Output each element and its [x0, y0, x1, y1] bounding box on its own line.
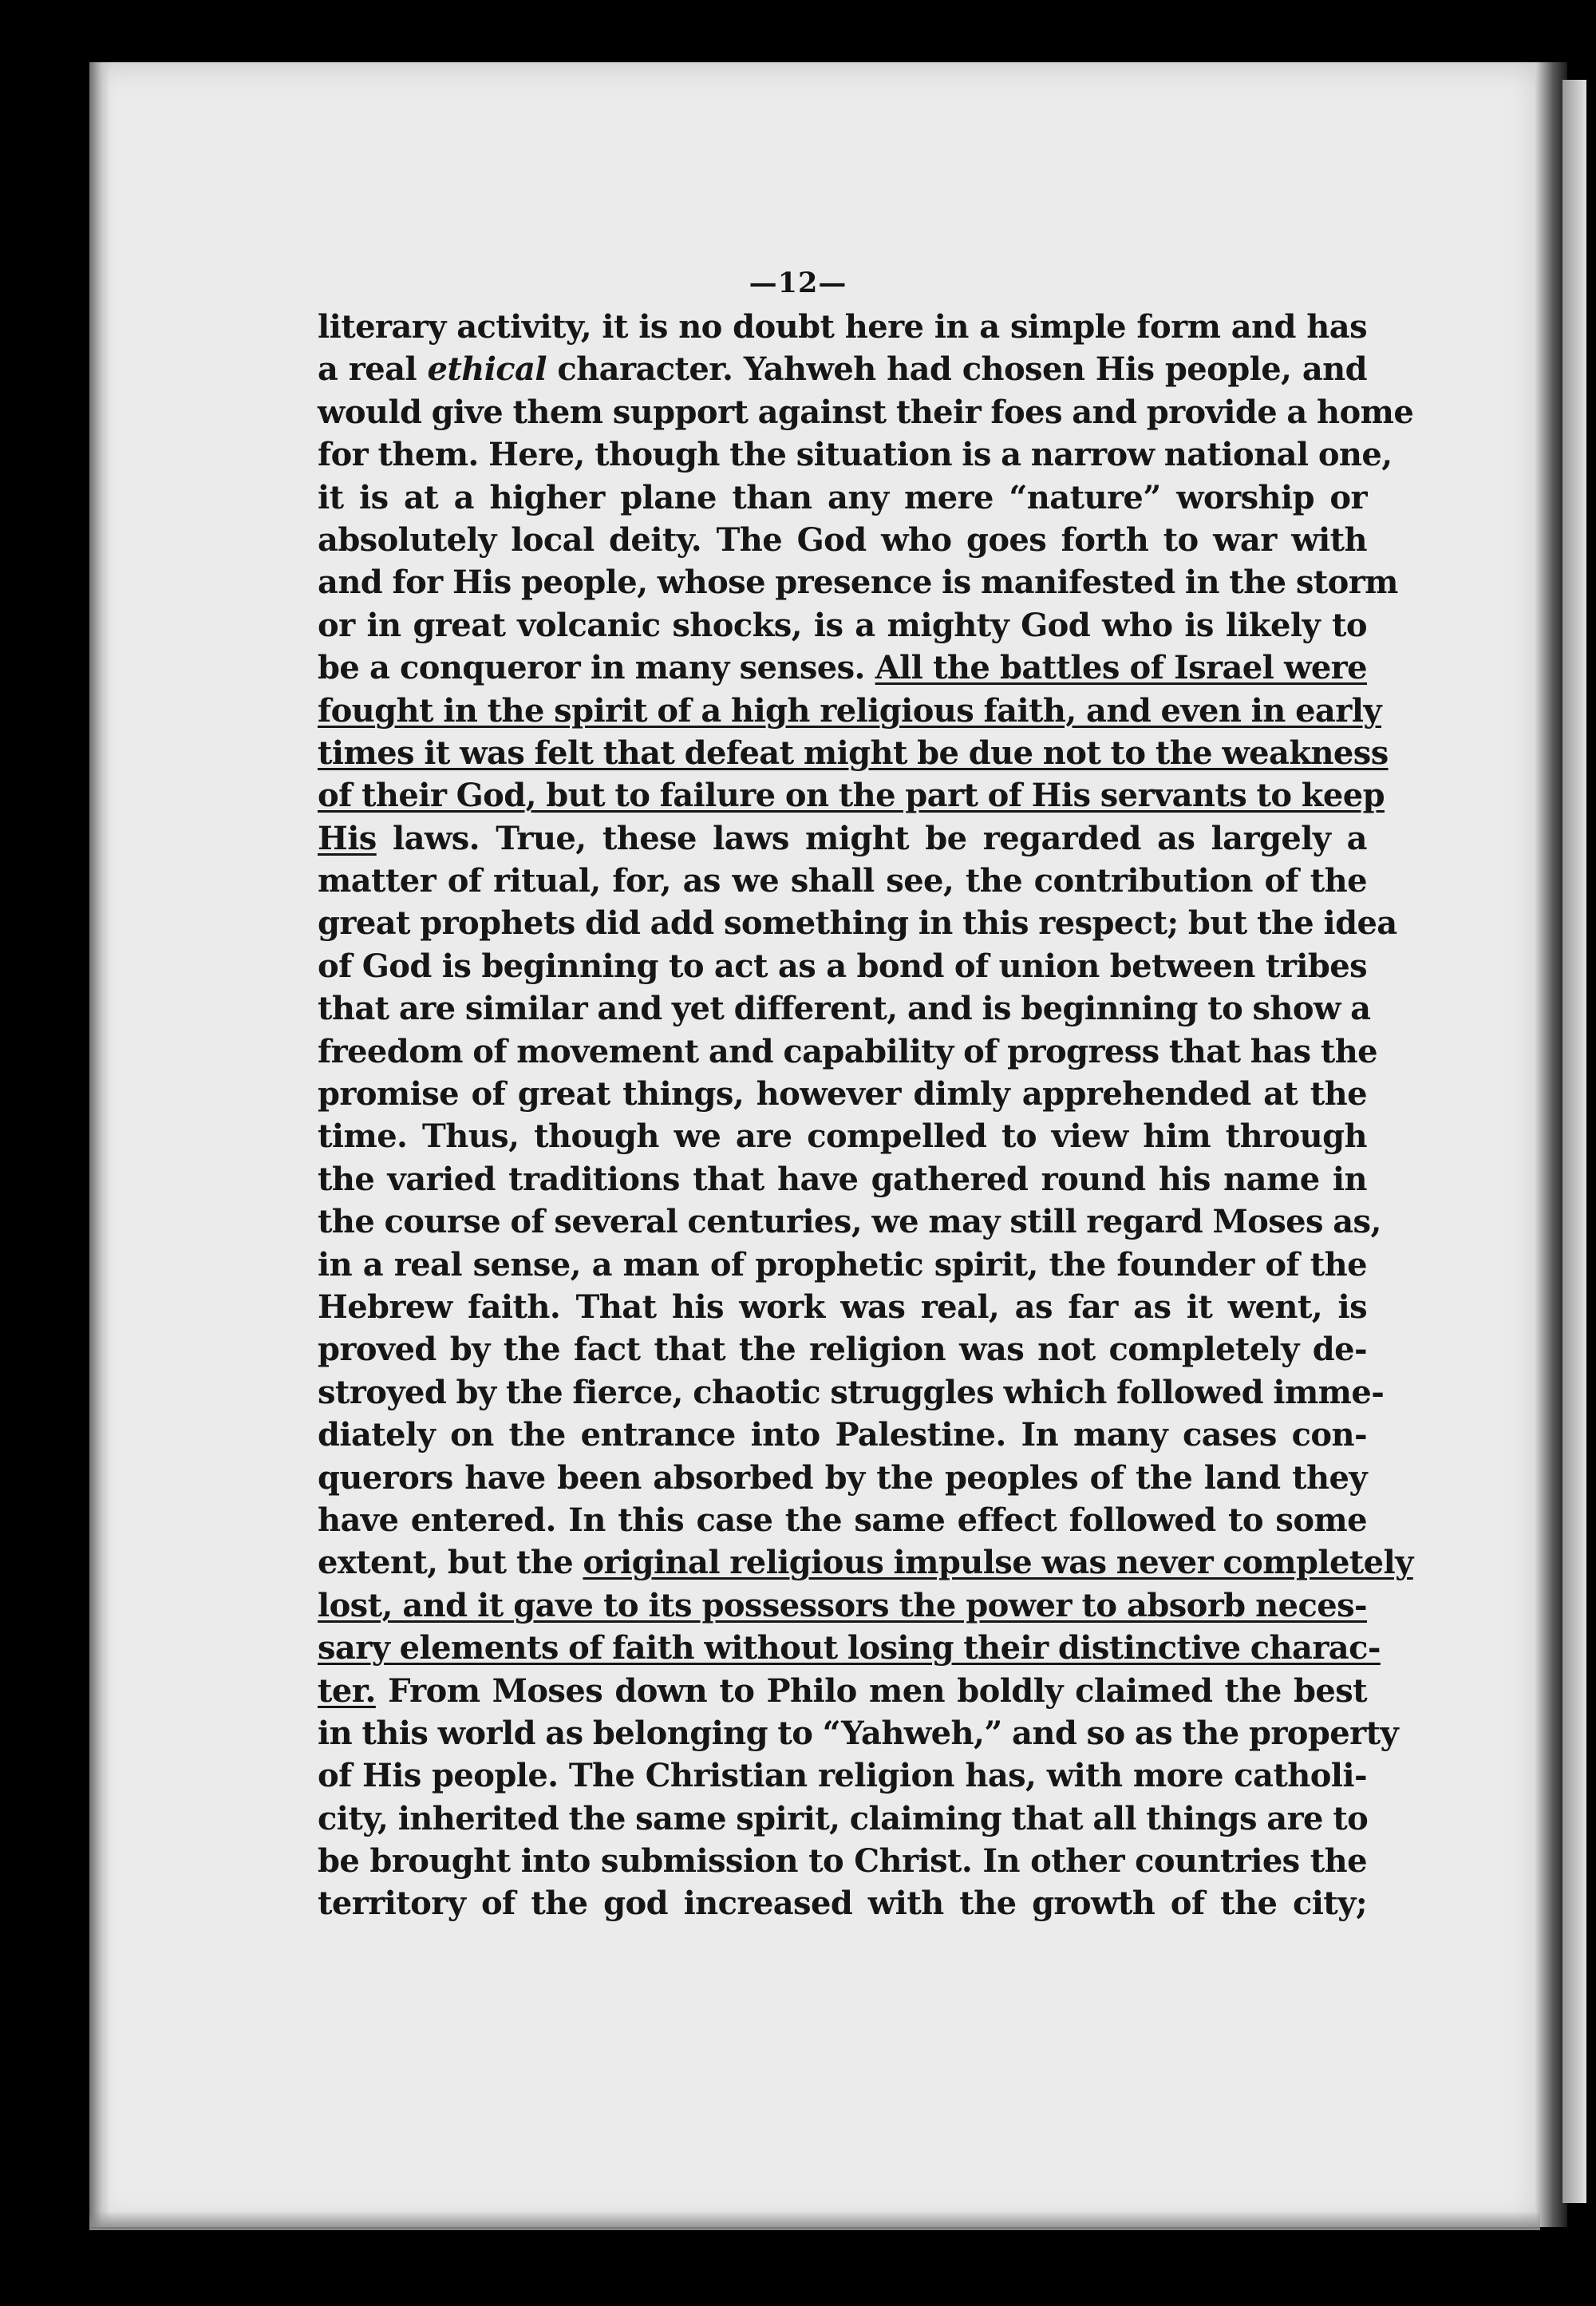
- page-number: —12—: [749, 267, 847, 299]
- text-line: [318, 1754, 1367, 1797]
- text-line: [318, 1371, 1385, 1414]
- text-line: [318, 1414, 1367, 1456]
- line-text: querors have been absorbed by the peoples of the land they: [318, 1458, 1367, 1497]
- text-line: [318, 1499, 1367, 1541]
- line-text: From Moses down to Philo men boldly claimed the best: [375, 1671, 1367, 1710]
- line-text: and for His people, whose presence is manifested in the storm: [318, 564, 1398, 602]
- line-text: absolutely local deity. The God who goes forth to war with: [318, 520, 1367, 559]
- text-line: [318, 1670, 1367, 1712]
- text-line: [318, 1627, 1381, 1669]
- line-text: laws. True, these laws might be regarded as largely a: [376, 819, 1367, 857]
- text-line: [318, 902, 1397, 944]
- underlined-text: His: [318, 819, 377, 857]
- text-line: [318, 732, 1389, 774]
- line-text: stroyed by the fierce, chaotic struggles which followed imme-: [318, 1373, 1385, 1411]
- line-text: great prophets did add something in this respect; but the idea: [318, 904, 1397, 943]
- text-line: [318, 1030, 1378, 1073]
- text-line: [318, 1584, 1367, 1627]
- underlined-text: lost, and it gave to its possessors the power to absorb neces-: [318, 1586, 1367, 1624]
- line-text: matter of ritual, for, as we shall see, the contribution of the: [318, 862, 1367, 900]
- text-line: [318, 1328, 1367, 1371]
- text-line: [318, 1244, 1367, 1286]
- underlined-text: times it was felt that defeat might be due not to the weakness: [318, 734, 1389, 772]
- text-line: [318, 987, 1371, 1030]
- line-text: a real: [318, 350, 428, 389]
- line-text: of God is beginning to act as a bond of union between tribes: [318, 947, 1367, 985]
- text-line: [318, 690, 1381, 732]
- text-line: [318, 1840, 1367, 1882]
- line-text: promise of great things, however dimly apprehended at the: [318, 1075, 1367, 1113]
- underlined-text: sary elements of faith without losing their distinctive charac-: [318, 1629, 1381, 1667]
- text-line: [318, 1073, 1367, 1115]
- page-binding-edge: [89, 62, 110, 2227]
- page-bottom-edge: [89, 2211, 1540, 2230]
- line-text: city, inherited the same spirit, claiming that all things are to: [318, 1799, 1369, 1837]
- line-text: Hebrew faith. That his work was real, as far as it went, is: [318, 1287, 1367, 1326]
- text-line: [318, 1286, 1367, 1328]
- line-text: have entered. In this case the same effect followed to some: [318, 1501, 1367, 1539]
- underlined-text: fought in the spirit of a high religious faith, and even in early: [318, 691, 1381, 730]
- underlined-text: of their God, but to failure on the part of His servants to keep: [318, 777, 1385, 815]
- line-text: be brought into submission to Christ. In other countries the: [318, 1842, 1367, 1881]
- line-text: the course of several centuries, we may still regard Moses as,: [318, 1203, 1381, 1241]
- underlined-text: All the battles of Israel were: [875, 649, 1367, 687]
- italic-text: ethical: [427, 350, 547, 389]
- text-line: [318, 1798, 1367, 1840]
- text-line: [318, 1200, 1381, 1243]
- line-text: freedom of movement and capability of progress that has the: [318, 1032, 1378, 1070]
- line-text: in this world as belonging to “Yahweh,” and so as the property: [318, 1714, 1399, 1752]
- line-text: be a conqueror in many senses.: [318, 649, 875, 687]
- underlined-text: original religious impulse was never completely: [583, 1544, 1413, 1582]
- underlined-text: ter.: [318, 1671, 376, 1710]
- text-line: [318, 1115, 1367, 1157]
- line-text: proved by the fact that the religion was not completely de-: [318, 1331, 1367, 1369]
- text-line: [318, 1457, 1367, 1499]
- text-line: [318, 945, 1367, 987]
- line-text: it is at a higher plane than any mere “nature” worship or: [318, 478, 1367, 516]
- text-line: [318, 391, 1414, 433]
- text-line: [318, 561, 1398, 603]
- text-line: [318, 774, 1385, 817]
- line-text: literary activity, it is no doubt here in a simple form and has: [318, 308, 1367, 346]
- text-line: [318, 306, 1367, 348]
- text-line: [318, 604, 1367, 647]
- line-text: of His people. The Christian religion has, with more catholi-: [318, 1757, 1367, 1795]
- text-line: [318, 1158, 1367, 1200]
- line-text: character. Yahweh had chosen His people, and: [546, 350, 1367, 389]
- text-line: [318, 433, 1393, 476]
- text-line: [318, 1712, 1399, 1754]
- line-text: that are similar and yet different, and is beginning to show a: [318, 990, 1371, 1028]
- text-line: [318, 348, 1367, 390]
- line-text: extent, but the: [318, 1544, 583, 1582]
- body-text: [318, 306, 1414, 1925]
- line-text: or in great volcanic shocks, is a mighty God who is likely to: [318, 606, 1367, 644]
- line-text: territory of the god increased with the growth of the city;: [318, 1885, 1367, 1923]
- text-line: [318, 1541, 1413, 1584]
- text-line: [318, 860, 1367, 902]
- line-text: diately on the entrance into Palestine. In many cases con-: [318, 1416, 1367, 1454]
- line-text: the varied traditions that have gathered round his name in: [318, 1160, 1367, 1198]
- text-line: [318, 477, 1367, 519]
- text-line: [318, 1882, 1367, 1924]
- line-text: time. Thus, though we are compelled to view him through: [318, 1117, 1367, 1156]
- line-text: for them. Here, though the situation is a narrow national one,: [318, 436, 1393, 474]
- text-line: [318, 817, 1367, 860]
- text-line: [318, 647, 1367, 689]
- next-page-edge: [1562, 80, 1586, 2203]
- line-text: in a real sense, a man of prophetic spirit, the founder of the: [318, 1245, 1367, 1284]
- text-line: [318, 519, 1367, 561]
- line-text: would give them support against their foes and provide a home: [318, 393, 1414, 431]
